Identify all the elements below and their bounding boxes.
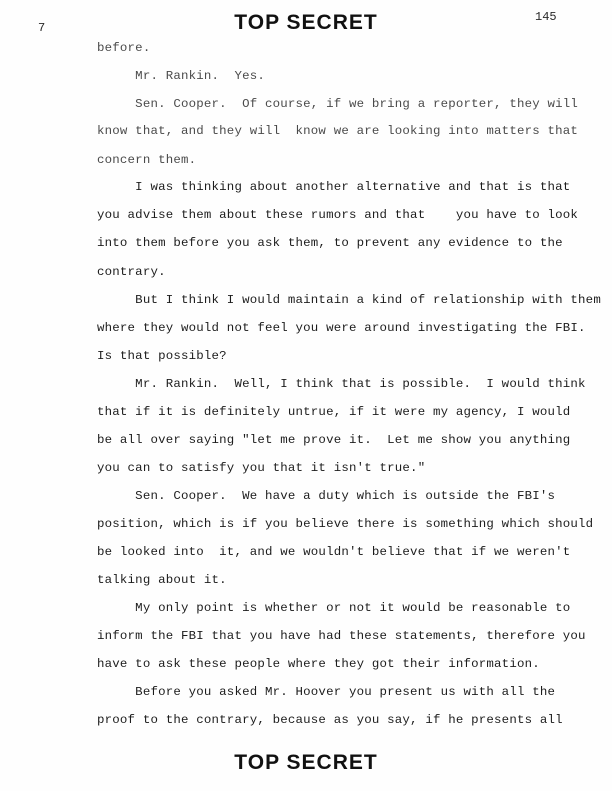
classification-header: TOP SECRET — [234, 11, 378, 34]
transcript-line: proof to the contrary, because as you say, if he presents all — [97, 713, 563, 727]
transcript-line: contrary. — [97, 265, 166, 279]
transcript-line: concern them. — [97, 153, 197, 167]
transcript-line: But I think I would maintain a kind of relationship with them — [97, 293, 601, 307]
page-label-left: 7 — [38, 21, 46, 35]
transcript-line: Before you asked Mr. Hoover you present us with all the — [97, 685, 556, 699]
transcript-line: where they would not feel you were around investigating the FBI. — [97, 321, 586, 335]
transcript-line: be all over saying "let me prove it. Let me show you anything — [97, 433, 571, 447]
transcript-line: position, which is if you believe there is something which should — [97, 517, 594, 531]
transcript-line: into them before you ask them, to prevent any evidence to the — [97, 236, 563, 250]
transcript-line: before. — [97, 41, 151, 55]
transcript-line: Mr. Rankin. Yes. — [97, 69, 265, 83]
transcript-line: Sen. Cooper. Of course, if we bring a reporter, they will — [97, 97, 579, 111]
transcript-line: inform the FBI that you have had these statements, therefore you — [97, 629, 586, 643]
transcript-line: talking about it. — [97, 573, 227, 587]
transcript-line: you can to satisfy you that it isn't true." — [97, 461, 426, 475]
transcript-line: I was thinking about another alternative and that is that — [97, 180, 571, 194]
transcript-line: Is that possible? — [97, 349, 227, 363]
transcript-line: Mr. Rankin. Well, I think that is possible. I would think — [97, 377, 586, 391]
transcript-line: be looked into it, and we wouldn't believe that if we weren't — [97, 545, 571, 559]
transcript-line: you advise them about these rumors and that you have to look — [97, 208, 579, 222]
transcript-line: know that, and they will know we are looking into matters that — [97, 124, 579, 138]
transcript-line: Sen. Cooper. We have a duty which is outside the FBI's — [97, 489, 556, 503]
page-number: 145 — [535, 10, 557, 24]
transcript-line: have to ask these people where they got their information. — [97, 657, 540, 671]
transcript-line: that if it is definitely untrue, if it were my agency, I would — [97, 405, 571, 419]
transcript-line: My only point is whether or not it would be reasonable to — [97, 601, 571, 615]
classification-footer: TOP SECRET — [234, 751, 378, 774]
